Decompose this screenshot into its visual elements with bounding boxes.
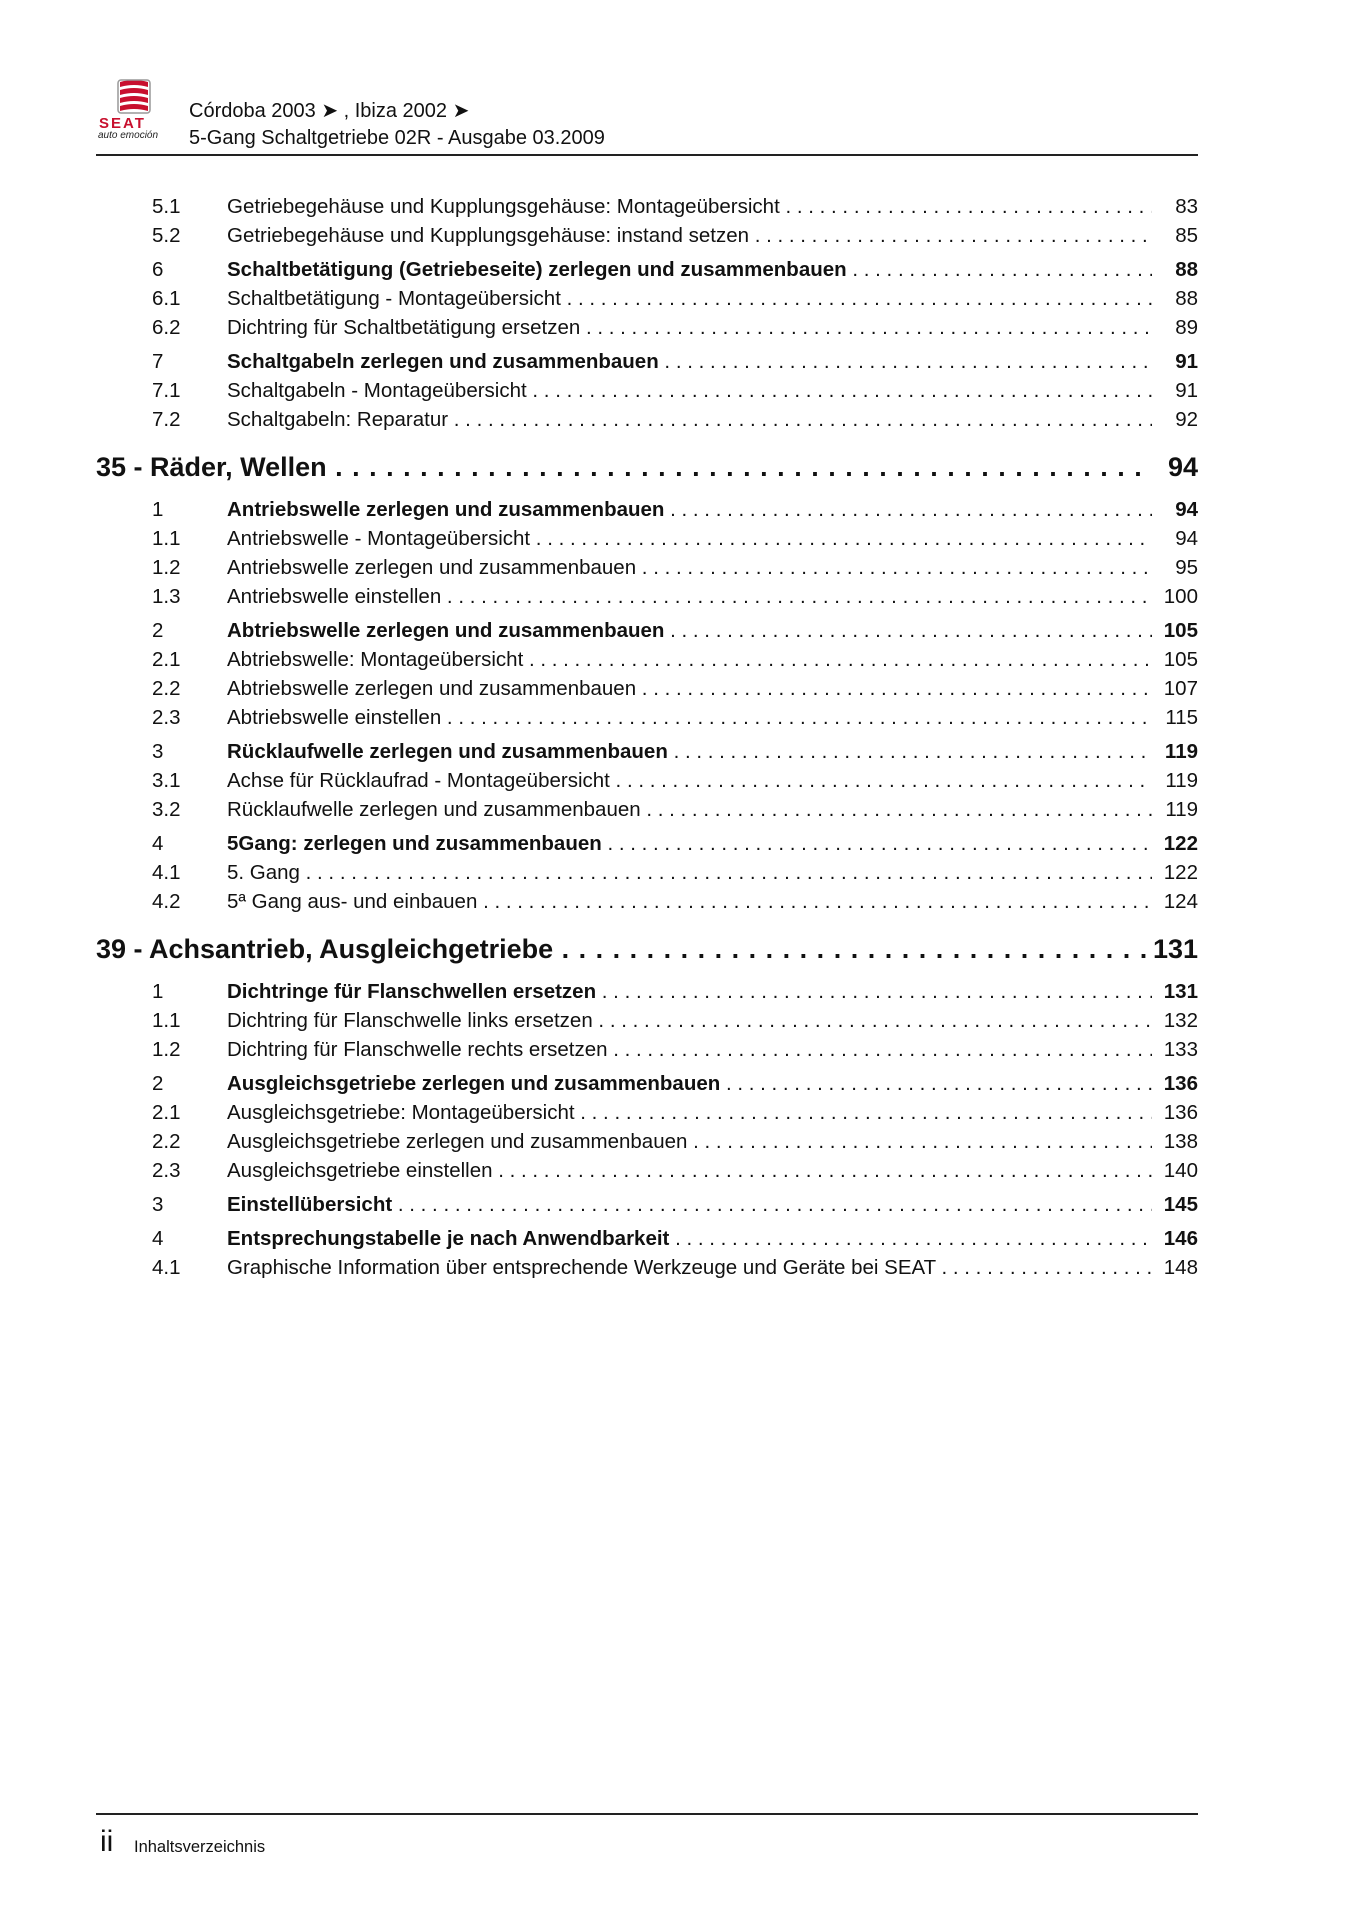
toc-entry-title: 5ª Gang aus- und einbauen bbox=[227, 890, 478, 913]
toc-entry-title: Schaltgabeln - Montageübersicht bbox=[227, 379, 527, 402]
toc-entry-title: Dichtring für Schaltbetätigung ersetzen bbox=[227, 316, 581, 339]
toc-entry[interactable] bbox=[96, 1127, 1198, 1156]
toc-entry-number: 1.1 bbox=[152, 527, 181, 550]
toc-entry-number: 2.3 bbox=[152, 1159, 181, 1182]
toc-entry-title-leader bbox=[227, 405, 1152, 434]
toc-section[interactable] bbox=[96, 255, 1198, 284]
seat-logo bbox=[96, 78, 176, 142]
toc-entry-number: 5.1 bbox=[152, 195, 181, 218]
logo-brand-text: SEAT bbox=[99, 115, 146, 132]
toc-entry-number: 7.1 bbox=[152, 379, 181, 402]
toc-section[interactable] bbox=[96, 829, 1198, 858]
toc-entry[interactable] bbox=[96, 1098, 1198, 1127]
toc-entry-page: 133 bbox=[1163, 1038, 1198, 1061]
toc-entry-page: 92 bbox=[1175, 408, 1198, 431]
toc-entry[interactable] bbox=[96, 376, 1198, 405]
toc-entry-page: 91 bbox=[1175, 350, 1198, 373]
toc-entry[interactable] bbox=[96, 858, 1198, 887]
toc-entry-title-leader bbox=[227, 1069, 1152, 1098]
toc-section[interactable] bbox=[96, 347, 1198, 376]
toc-entry-title: Rücklaufwelle zerlegen und zusammenbauen bbox=[227, 798, 641, 821]
toc-entry-number: 4 bbox=[152, 832, 164, 855]
toc-entry-title: Ausgleichsgetriebe: Montageübersicht bbox=[227, 1101, 575, 1124]
toc-entry-title-leader bbox=[227, 1127, 1152, 1156]
toc-entry-page: 105 bbox=[1163, 648, 1198, 671]
toc-entry-title: Einstellübersicht bbox=[227, 1193, 393, 1216]
toc-entry-title-leader bbox=[227, 645, 1152, 674]
toc-entry-title: Antriebswelle - Montageübersicht bbox=[227, 527, 531, 550]
toc-entry-title: Getriebegehäuse und Kupplungsgehäuse: Montageübersicht bbox=[227, 195, 780, 218]
toc-entry-title: Ausgleichsgetriebe zerlegen und zusammenbauen bbox=[227, 1130, 688, 1153]
toc-entry-number: 1.2 bbox=[152, 1038, 181, 1061]
toc-section[interactable] bbox=[96, 1069, 1198, 1098]
toc-entry-title-leader bbox=[227, 674, 1152, 703]
toc-entry-title-leader bbox=[227, 616, 1152, 645]
toc-entry-title-leader bbox=[227, 347, 1152, 376]
header-manual-title: 5-Gang Schaltgetriebe 02R - Ausgabe 03.2009 bbox=[189, 127, 605, 149]
toc-entry-page: 148 bbox=[1163, 1256, 1198, 1279]
toc-entry-title: Schaltgabeln: Reparatur bbox=[227, 408, 449, 431]
toc-entry-title: Entsprechungstabelle je nach Anwendbarkeit bbox=[227, 1227, 670, 1250]
toc-entry-title-leader bbox=[227, 192, 1152, 221]
toc-entry-page: 131 bbox=[1163, 980, 1198, 1003]
toc-entry-title: 39 - Achsantrieb, Ausgleichgetriebe bbox=[96, 934, 554, 964]
toc-entry[interactable] bbox=[96, 1035, 1198, 1064]
toc-entry-title: Abtriebswelle zerlegen und zusammenbauen bbox=[227, 677, 637, 700]
toc-section[interactable] bbox=[96, 616, 1198, 645]
toc-entry-title-leader bbox=[227, 1253, 1152, 1282]
toc-entry[interactable] bbox=[96, 703, 1198, 732]
toc-entry-title: Antriebswelle einstellen bbox=[227, 585, 442, 608]
footer-page-number: ii bbox=[100, 1825, 114, 1858]
toc-entry[interactable] bbox=[96, 674, 1198, 703]
toc-entry-page: 136 bbox=[1163, 1101, 1198, 1124]
toc-entry-title-leader bbox=[227, 495, 1152, 524]
toc-entry-page: 122 bbox=[1163, 861, 1198, 884]
toc-entry-title-leader bbox=[227, 582, 1152, 611]
toc-entry-page: 95 bbox=[1175, 556, 1198, 579]
toc-entry-title: Getriebegehäuse und Kupplungsgehäuse: instand setzen bbox=[227, 224, 750, 247]
toc-entry-title-leader bbox=[227, 795, 1152, 824]
toc-entry-title-leader bbox=[227, 703, 1152, 732]
toc-entry-title: Abtriebswelle: Montageübersicht bbox=[227, 648, 524, 671]
toc-entry-title-leader bbox=[227, 977, 1152, 1006]
toc-entry[interactable] bbox=[96, 645, 1198, 674]
toc-entry-title: Dichtringe für Flanschwellen ersetzen bbox=[227, 980, 597, 1003]
toc-entry-title-leader bbox=[227, 1224, 1152, 1253]
toc-entry-page: 115 bbox=[1165, 706, 1198, 729]
toc-entry-number: 6.2 bbox=[152, 316, 181, 339]
toc-entry-title-leader bbox=[227, 766, 1152, 795]
toc-section[interactable] bbox=[96, 495, 1198, 524]
toc-entry-page: 94 bbox=[1175, 527, 1198, 550]
toc-entry-page: 145 bbox=[1163, 1193, 1198, 1216]
toc-entry-title-leader bbox=[227, 737, 1152, 766]
toc-entry-title-leader bbox=[227, 1098, 1152, 1127]
toc-entry[interactable] bbox=[96, 582, 1198, 611]
toc-entry-title: Schaltbetätigung (Getriebeseite) zerlegen und zusammenbauen bbox=[227, 258, 847, 281]
toc-entry-title-leader bbox=[96, 444, 1150, 490]
toc-entry-page: 124 bbox=[1163, 890, 1198, 913]
page-header bbox=[96, 76, 1198, 156]
toc-entry-title-leader bbox=[227, 1035, 1152, 1064]
toc-entry[interactable] bbox=[96, 795, 1198, 824]
toc-entry-number: 4.2 bbox=[152, 890, 181, 913]
toc-entry-title-leader bbox=[227, 221, 1152, 250]
toc-entry-number: 2.3 bbox=[152, 706, 181, 729]
toc-entry-page: 107 bbox=[1163, 677, 1198, 700]
toc-entry-page: 119 bbox=[1165, 798, 1198, 821]
toc-entry[interactable] bbox=[96, 524, 1198, 553]
toc-entry-page: 85 bbox=[1175, 224, 1198, 247]
toc-entry-title: Abtriebswelle zerlegen und zusammenbauen bbox=[227, 619, 665, 642]
toc-entry-title-leader bbox=[227, 284, 1152, 313]
toc-entry-number: 2.2 bbox=[152, 1130, 181, 1153]
toc-entry[interactable] bbox=[96, 405, 1198, 434]
toc-entry-page: 100 bbox=[1163, 585, 1198, 608]
toc-entry-number: 1 bbox=[152, 980, 164, 1003]
header-vehicle-models: Córdoba 2003 ➤ , Ibiza 2002 ➤ bbox=[189, 100, 470, 122]
toc-entry-page: 94 bbox=[1175, 498, 1198, 521]
toc-section[interactable] bbox=[96, 1224, 1198, 1253]
toc-section[interactable] bbox=[96, 977, 1198, 1006]
toc-entry-number: 6 bbox=[152, 258, 164, 281]
toc-entry-page: 146 bbox=[1163, 1227, 1198, 1250]
toc-entry-title-leader bbox=[227, 829, 1152, 858]
toc-entry-number: 1.2 bbox=[152, 556, 181, 579]
toc-entry-title: Abtriebswelle einstellen bbox=[227, 706, 442, 729]
toc-entry-page: 83 bbox=[1175, 195, 1198, 218]
toc-entry-title: Schaltbetätigung - Montageübersicht bbox=[227, 287, 561, 310]
toc-entry-number: 6.1 bbox=[152, 287, 181, 310]
toc-entry-title: 35 - Räder, Wellen bbox=[96, 452, 327, 482]
toc-entry-title: Graphische Information über entsprechende Werkzeuge und Geräte bei SEAT bbox=[227, 1256, 936, 1279]
toc-entry-number: 7 bbox=[152, 350, 164, 373]
toc-entry-title-leader bbox=[227, 376, 1152, 405]
toc-entry-number: 4 bbox=[152, 1227, 164, 1250]
toc-entry-number: 2.1 bbox=[152, 648, 181, 671]
toc-entry-title: Antriebswelle zerlegen und zusammenbauen bbox=[227, 556, 637, 579]
toc-entry-page: 140 bbox=[1163, 1159, 1198, 1182]
toc-section[interactable] bbox=[96, 737, 1198, 766]
toc-entry-number: 1 bbox=[152, 498, 164, 521]
toc-entry-page: 89 bbox=[1175, 316, 1198, 339]
toc-entry-number: 2.1 bbox=[152, 1101, 181, 1124]
toc-entry-number: 3.2 bbox=[152, 798, 181, 821]
footer-title: Inhaltsverzeichnis bbox=[134, 1838, 266, 1856]
toc-entry-title-leader bbox=[227, 1156, 1152, 1185]
toc-entry-number: 4.1 bbox=[152, 861, 181, 884]
toc-entry-page: 88 bbox=[1175, 287, 1198, 310]
toc-entry-page: 119 bbox=[1165, 769, 1198, 792]
toc-entry[interactable] bbox=[96, 192, 1198, 221]
toc-entry-title-leader bbox=[227, 255, 1152, 284]
toc-entry-title: Achse für Rücklaufrad - Montageübersicht bbox=[227, 769, 610, 792]
toc-entry-title: 5Gang: zerlegen und zusammenbauen bbox=[227, 832, 602, 855]
logo-tagline: auto emoción bbox=[98, 130, 159, 141]
toc-entry-title-leader bbox=[96, 926, 1150, 972]
toc-entry-number: 7.2 bbox=[152, 408, 181, 431]
toc-section[interactable] bbox=[96, 1190, 1198, 1219]
toc-entry-page: 131 bbox=[1152, 934, 1198, 964]
toc-entry[interactable] bbox=[96, 887, 1198, 916]
toc-entry-title-leader bbox=[227, 553, 1152, 582]
toc-entry[interactable] bbox=[96, 284, 1198, 313]
toc-entry-number: 3.1 bbox=[152, 769, 181, 792]
toc-entry-page: 88 bbox=[1175, 258, 1198, 281]
toc-entry-number: 2.2 bbox=[152, 677, 181, 700]
toc-entry[interactable] bbox=[96, 1156, 1198, 1185]
toc-entry-title-leader bbox=[227, 1006, 1152, 1035]
toc-entry-page: 122 bbox=[1163, 832, 1198, 855]
toc-entry[interactable] bbox=[96, 221, 1198, 250]
toc-entry-number: 3 bbox=[152, 740, 164, 763]
toc-entry-title: Ausgleichsgetriebe einstellen bbox=[227, 1159, 493, 1182]
toc-entry-number: 4.1 bbox=[152, 1256, 181, 1279]
toc-entry-title-leader bbox=[227, 858, 1152, 887]
toc-entry-page: 138 bbox=[1163, 1130, 1198, 1153]
toc-entry[interactable] bbox=[96, 1006, 1198, 1035]
toc-entry-title: Dichtring für Flanschwelle links ersetzen bbox=[227, 1009, 593, 1032]
toc-entry[interactable] bbox=[96, 766, 1198, 795]
toc-entry-number: 2 bbox=[152, 619, 164, 642]
toc-entry-title: Dichtring für Flanschwelle rechts ersetzen bbox=[227, 1038, 608, 1061]
toc-entry-page: 94 bbox=[1167, 452, 1198, 482]
toc-entry-page: 105 bbox=[1163, 619, 1198, 642]
toc-entry-number: 3 bbox=[152, 1193, 164, 1216]
toc-entry-title: 5. Gang bbox=[227, 861, 300, 884]
toc-entry-page: 132 bbox=[1163, 1009, 1198, 1032]
toc-entry-title: Antriebswelle zerlegen und zusammenbauen bbox=[227, 498, 665, 521]
toc-chapter[interactable] bbox=[96, 444, 1198, 490]
toc-entry-number: 5.2 bbox=[152, 224, 181, 247]
toc-entry[interactable] bbox=[96, 313, 1198, 342]
toc-entry-page: 136 bbox=[1163, 1072, 1198, 1095]
toc-entry[interactable] bbox=[96, 553, 1198, 582]
toc-entry-title-leader bbox=[227, 524, 1152, 553]
toc-entry[interactable] bbox=[96, 1253, 1198, 1282]
toc-entry-page: 91 bbox=[1175, 379, 1198, 402]
toc-entry-title-leader bbox=[227, 887, 1152, 916]
toc-entry-title: Rücklaufwelle zerlegen und zusammenbauen bbox=[227, 740, 668, 763]
toc-entry-title-leader bbox=[227, 1190, 1152, 1219]
toc-entry-title: Ausgleichsgetriebe zerlegen und zusammenbauen bbox=[227, 1072, 721, 1095]
seat-emblem-icon bbox=[114, 78, 154, 116]
toc-chapter[interactable] bbox=[96, 926, 1198, 972]
table-of-contents bbox=[96, 192, 1198, 1282]
toc-entry-title-leader bbox=[227, 313, 1152, 342]
toc-entry-number: 2 bbox=[152, 1072, 164, 1095]
page-footer bbox=[96, 1813, 1198, 1865]
toc-entry-number: 1.3 bbox=[152, 585, 181, 608]
toc-entry-page: 119 bbox=[1164, 740, 1198, 763]
toc-entry-number: 1.1 bbox=[152, 1009, 181, 1032]
toc-entry-title: Schaltgabeln zerlegen und zusammenbauen bbox=[227, 350, 659, 373]
